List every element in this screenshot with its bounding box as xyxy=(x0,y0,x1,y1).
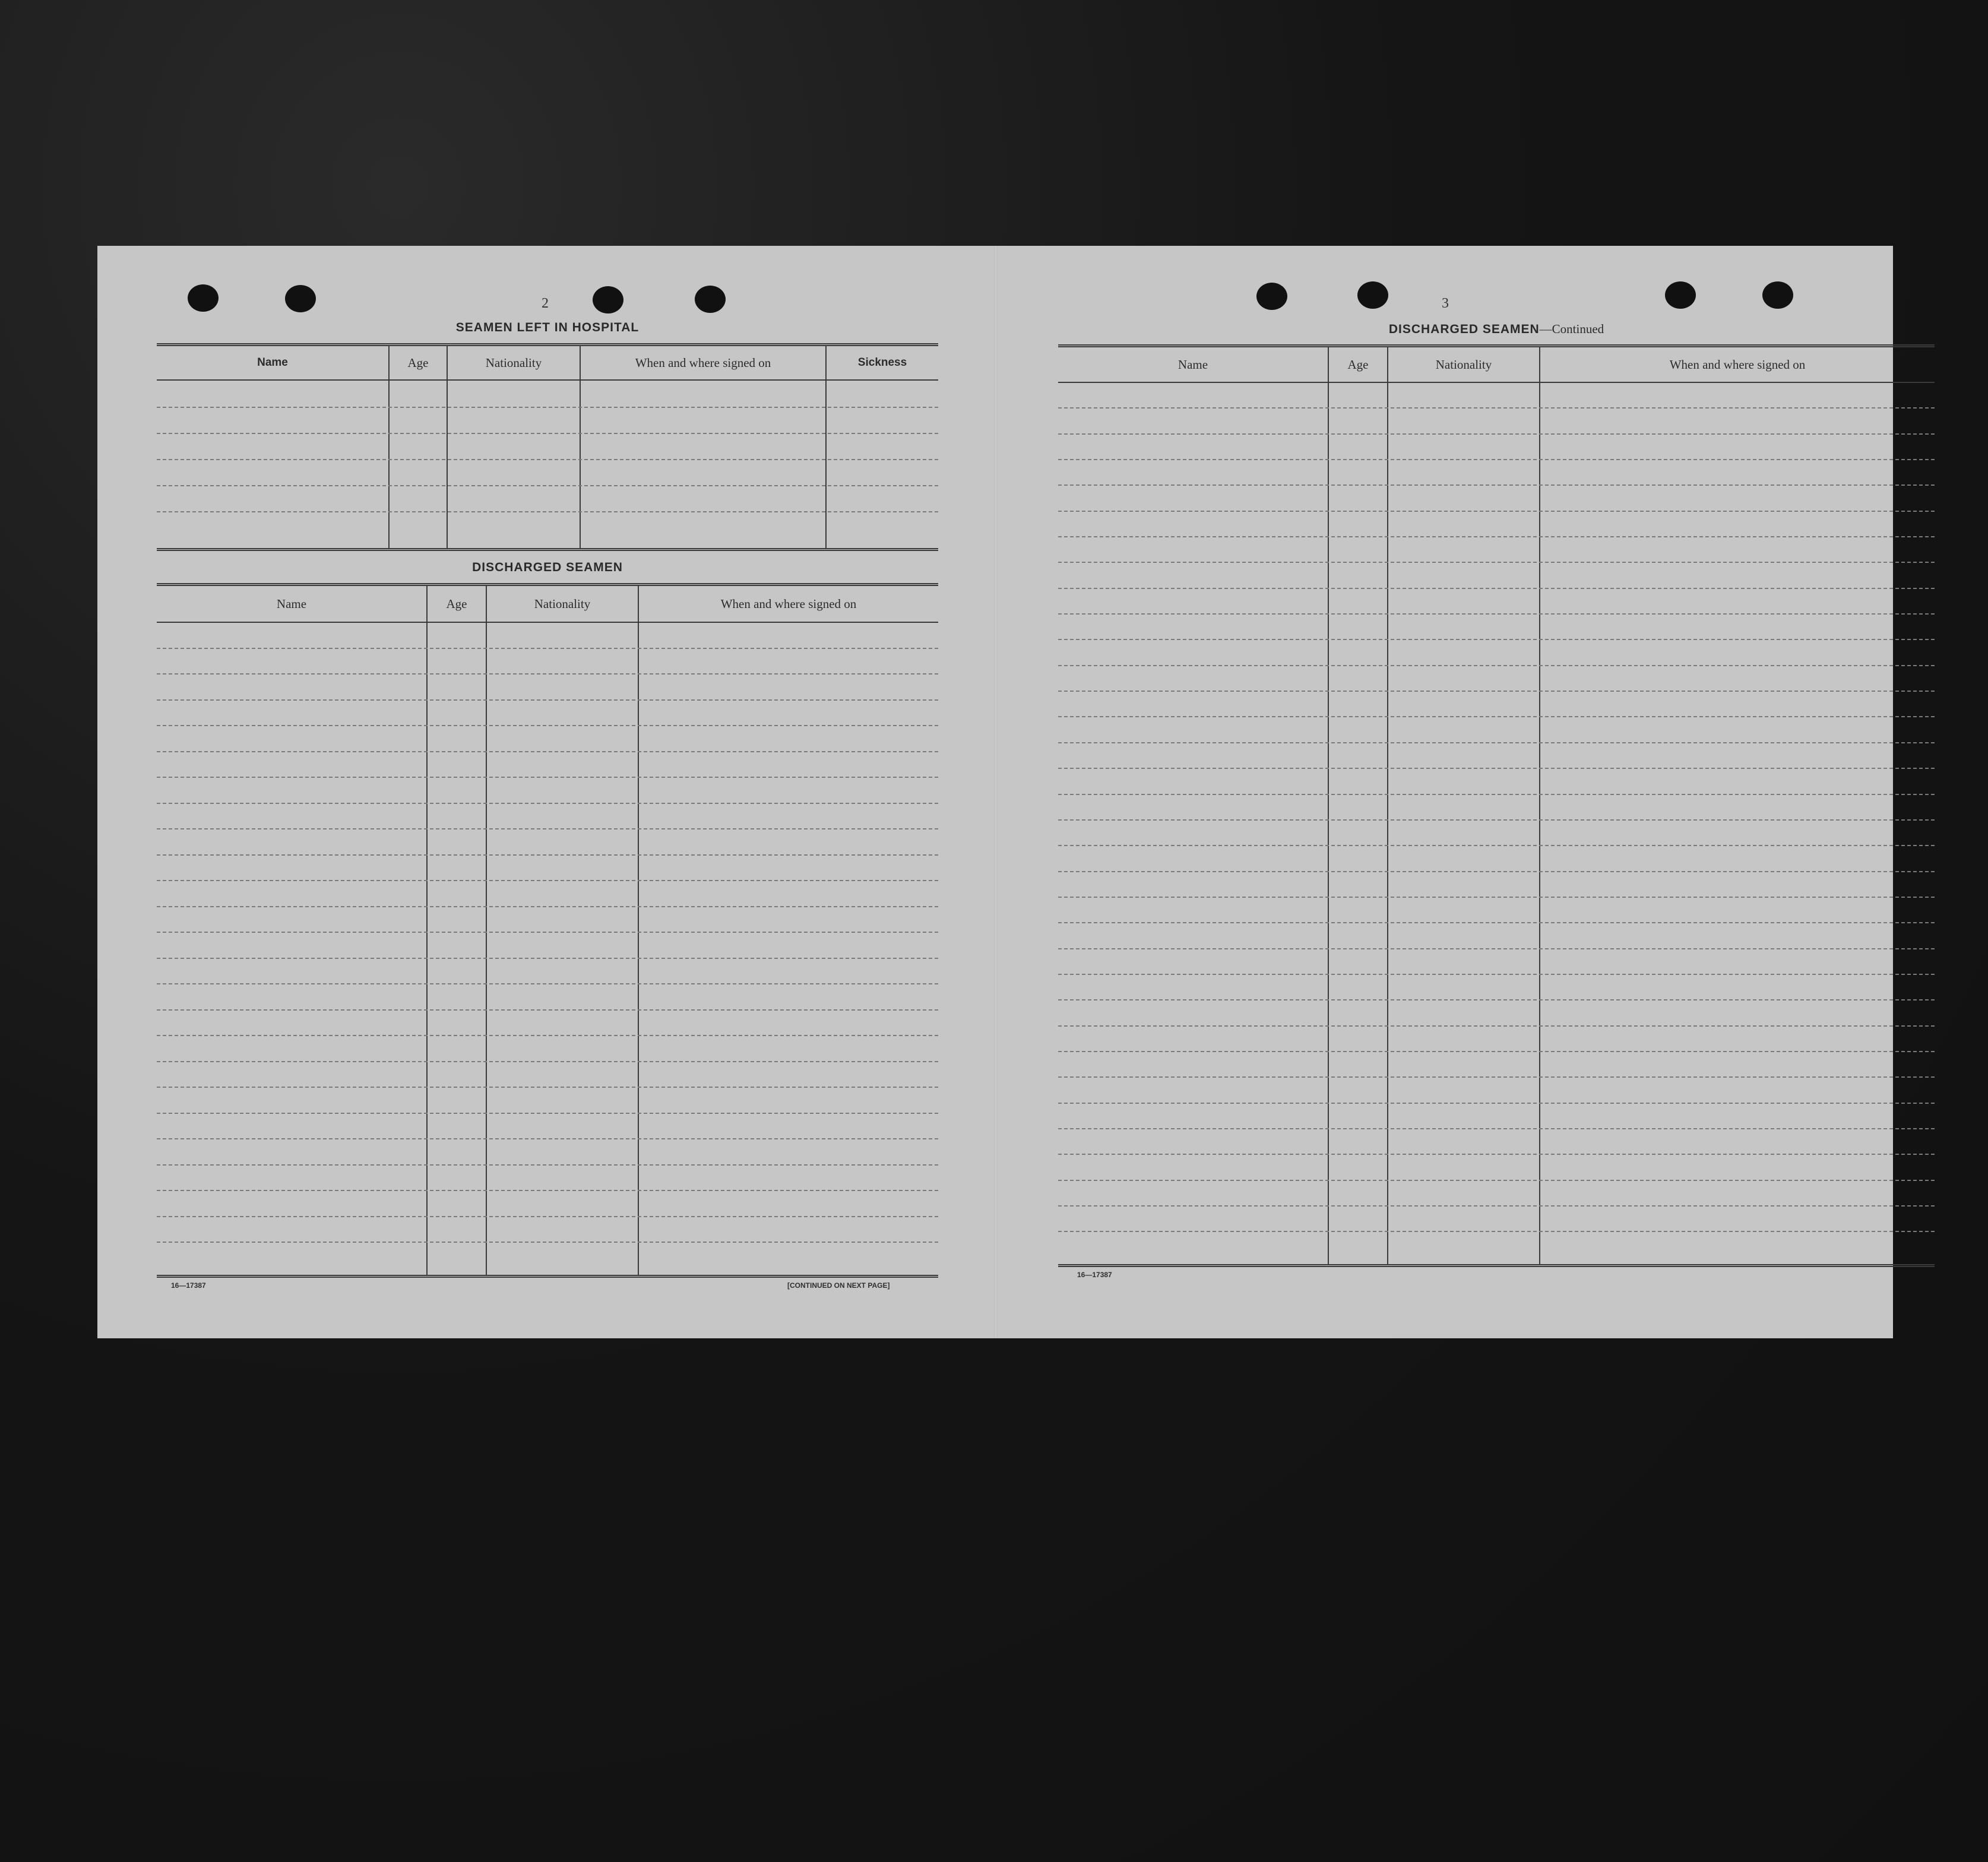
column-header-name: Name xyxy=(257,356,288,369)
punch-hole xyxy=(1665,281,1696,309)
table-row xyxy=(1058,821,1935,846)
center-fold xyxy=(994,246,998,1338)
table-row xyxy=(157,984,938,1011)
table-row xyxy=(157,381,938,408)
table-row xyxy=(1058,486,1935,511)
column-header-signed-on: When and where signed on xyxy=(1669,357,1806,372)
table-row xyxy=(157,778,938,804)
table-row xyxy=(157,434,938,460)
table-row xyxy=(1058,460,1935,486)
table-row xyxy=(157,486,938,512)
column-header-nationality: Nationality xyxy=(485,355,542,370)
table-row xyxy=(157,881,938,907)
table-row xyxy=(157,1036,938,1062)
table-row xyxy=(1058,1104,1935,1129)
punch-hole xyxy=(1357,281,1388,309)
column-header-age: Age xyxy=(446,596,467,611)
table-row xyxy=(157,1191,938,1217)
table-row xyxy=(157,1217,938,1243)
table-row xyxy=(157,804,938,830)
table-row xyxy=(157,674,938,701)
form-sheet xyxy=(97,246,1893,1338)
discharged-title-main: DISCHARGED SEAMEN xyxy=(1388,322,1540,336)
discharged-title-suffix: —Continued xyxy=(1539,322,1604,336)
table-row xyxy=(1058,435,1935,460)
table-row xyxy=(1058,1129,1935,1155)
hospital-section-title: SEAMEN LEFT IN HOSPITAL xyxy=(455,321,640,334)
table-row xyxy=(1058,666,1935,692)
table-row xyxy=(157,460,938,486)
discharged-continued-title xyxy=(1058,322,1935,337)
page-number-left: 2 xyxy=(542,296,549,311)
discharged-continued-header-row xyxy=(1058,347,1935,383)
column-header-name: Name xyxy=(1177,357,1208,372)
table-row xyxy=(1058,640,1935,666)
table-row xyxy=(157,933,938,959)
punch-hole xyxy=(695,286,726,313)
table-row xyxy=(1058,1232,1935,1258)
hospital-rows xyxy=(157,381,938,543)
table-row xyxy=(1058,949,1935,975)
punch-hole xyxy=(593,286,623,314)
table-row xyxy=(157,512,938,543)
table-row xyxy=(1058,1052,1935,1078)
punch-hole xyxy=(1256,283,1287,310)
table-row xyxy=(157,701,938,727)
discharged-rows xyxy=(157,623,938,1269)
table-row xyxy=(1058,743,1935,769)
table-row xyxy=(157,408,938,434)
table-row xyxy=(1058,795,1935,821)
table-row xyxy=(1058,975,1935,1000)
table-row xyxy=(1058,512,1935,537)
table-row xyxy=(157,1166,938,1192)
column-header-age: Age xyxy=(407,355,429,370)
table-row xyxy=(157,829,938,856)
punch-hole xyxy=(1762,281,1793,309)
table-row xyxy=(157,959,938,985)
table-row xyxy=(1058,898,1935,923)
table-row xyxy=(1058,1181,1935,1206)
hospital-table xyxy=(157,343,938,551)
page-number-right: 3 xyxy=(1442,296,1449,311)
table-row xyxy=(1058,615,1935,640)
column-header-signed-on: When and where signed on xyxy=(720,596,857,611)
form-number-left: 16—17387 xyxy=(171,1281,206,1290)
table-row xyxy=(1058,589,1935,615)
table-row xyxy=(157,1243,938,1269)
table-row xyxy=(157,1062,938,1088)
table-row xyxy=(1058,1206,1935,1232)
column-header-sickness: Sickness xyxy=(857,356,907,369)
table-row xyxy=(1058,1155,1935,1180)
table-row xyxy=(157,1011,938,1037)
table-row xyxy=(1058,717,1935,743)
table-row xyxy=(1058,769,1935,794)
table-row xyxy=(157,1088,938,1114)
table-row xyxy=(1058,923,1935,949)
discharged-continued-table xyxy=(1058,344,1935,1267)
table-row xyxy=(1058,692,1935,717)
form-number-right: 16—17387 xyxy=(1077,1271,1112,1279)
table-row xyxy=(157,726,938,752)
punch-hole xyxy=(285,285,316,312)
table-row xyxy=(1058,383,1935,408)
discharged-section-title: DISCHARGED SEAMEN xyxy=(472,560,623,574)
discharged-header-row xyxy=(157,586,938,623)
column-header-nationality: Nationality xyxy=(534,596,591,611)
table-row xyxy=(1058,846,1935,872)
table-row xyxy=(157,623,938,649)
table-row xyxy=(157,1139,938,1166)
column-header-signed-on: When and where signed on xyxy=(635,355,771,370)
table-row xyxy=(1058,872,1935,898)
table-row xyxy=(1058,1078,1935,1103)
table-row xyxy=(157,1114,938,1140)
hospital-header-row xyxy=(157,346,938,381)
table-row xyxy=(157,752,938,778)
discharged-continued-rows xyxy=(1058,383,1935,1258)
punch-hole xyxy=(188,284,219,312)
table-row xyxy=(157,907,938,933)
table-row xyxy=(157,649,938,675)
column-header-nationality: Nationality xyxy=(1435,357,1492,372)
table-row xyxy=(1058,1000,1935,1026)
continued-note: [CONTINUED ON NEXT PAGE] xyxy=(787,1281,890,1290)
table-row xyxy=(1058,408,1935,434)
table-row xyxy=(157,856,938,882)
table-row xyxy=(1058,563,1935,588)
table-row xyxy=(1058,537,1935,563)
discharged-table xyxy=(157,583,938,1278)
column-header-age: Age xyxy=(1347,357,1369,372)
table-row xyxy=(1058,1027,1935,1052)
column-header-name: Name xyxy=(276,596,307,611)
